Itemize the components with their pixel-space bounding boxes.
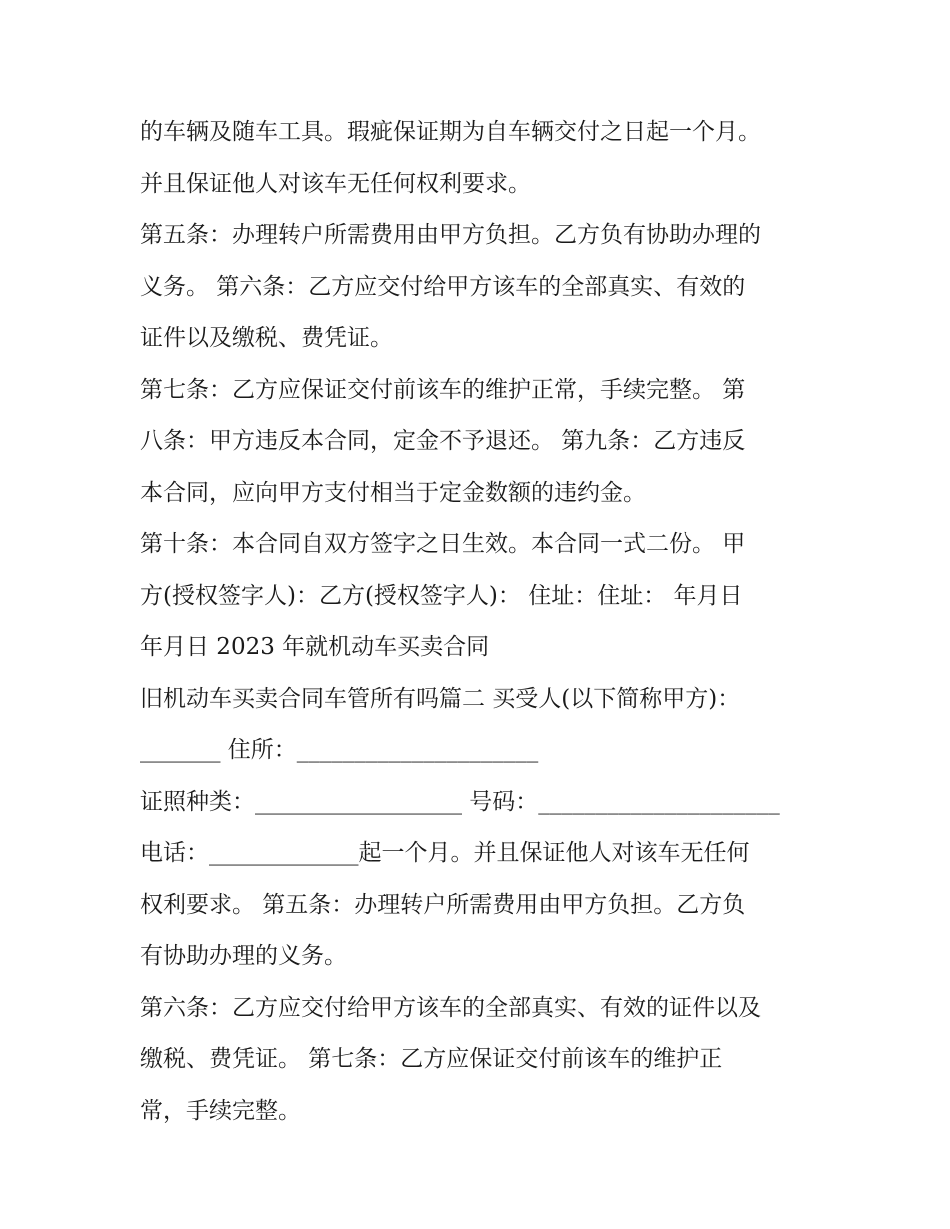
text-line-8: 本合同，应向甲方支付相当于定金数额的违约金。: [140, 479, 646, 506]
document-body: [140, 107, 820, 1137]
text-line-17: 有协助办理的义务。: [140, 943, 347, 969]
form-line-address: _______ 住所：_____________________: [140, 737, 539, 763]
text-line-16: 权利要求。 第五条：办理转户所需费用由甲方负担。乙方负: [140, 891, 746, 918]
text-line-11: 年月日 2023 年就机动车买卖合同: [140, 634, 490, 660]
text-line-6: 第七条：乙方应保证交付前该车的维护正常，手续完整。 第: [140, 376, 746, 403]
text-line-7: 八条：甲方违反本合同，定金不予退还。 第九条：乙方违反: [140, 428, 746, 454]
text-line-1: 的车辆及随车工具。瑕疵保证期为自车辆交付之日起一个月。: [140, 119, 761, 145]
text-line-5: 证件以及缴税、费凭证。: [140, 325, 393, 351]
text-line-9: 第十条：本合同自双方签字之日生效。本合同一式二份。 甲: [140, 531, 746, 557]
text-line-2: 并且保证他人对该车无任何权利要求。: [140, 170, 531, 197]
text-line-3: 第五条：办理转户所需费用由甲方负担。乙方负有协助办理的: [140, 222, 761, 248]
form-line-phone: 电话：_____________起一个月。并且保证他人对该车无任何: [140, 840, 750, 866]
text-line-10: 方(授权签字人)：乙方(授权签字人)： 住址：住址： 年月日: [140, 582, 743, 609]
text-line-12: 旧机动车买卖合同车管所有吗篇二 买受人(以下简称甲方)：: [140, 685, 741, 712]
text-line-19: 缴税、费凭证。 第七条：乙方应保证交付前该车的维护正: [140, 1046, 723, 1072]
text-line-18: 第六条：乙方应交付给甲方该车的全部真实、有效的证件以及: [140, 994, 761, 1021]
text-line-4: 义务。 第六条：乙方应交付给甲方该车的全部真实、有效的: [140, 273, 746, 300]
form-line-id-type-number: 证照种类：__________________ 号码：_____________________: [140, 788, 780, 815]
text-line-20: 常，手续完整。: [140, 1097, 301, 1124]
